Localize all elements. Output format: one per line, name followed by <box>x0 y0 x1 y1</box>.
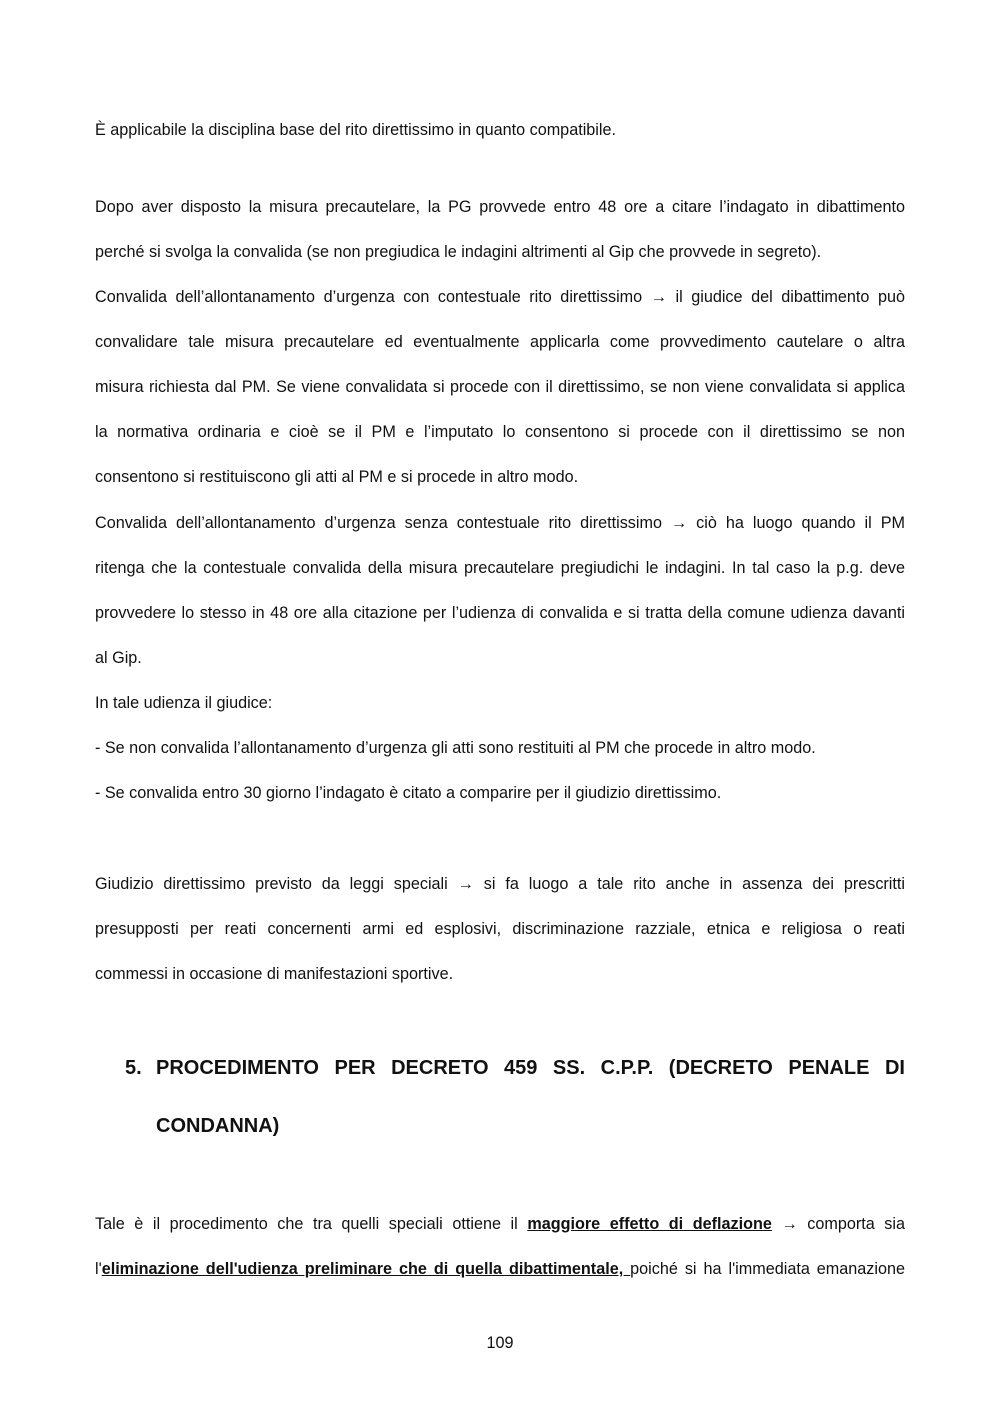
text-line: la normativa ordinaria e cioè se il PM e l’imputato lo consentono si procede con il direttissimo se non <box>95 423 905 441</box>
text-run: Tale è il procedimento che tra quelli speciali ottiene il <box>95 1215 528 1233</box>
section-number: 5. <box>125 1057 142 1079</box>
text-line: È applicabile la disciplina base del rito direttissimo in quanto compatibile. <box>95 121 616 139</box>
text-line: misura richiesta dal PM. Se viene convalidata si procede con il direttissimo, se non viene convalidata si applica <box>95 378 905 396</box>
text-line: perché si svolga la convalida (se non pregiudica le indagini altrimenti al Gip che provvede in segreto). <box>95 243 822 261</box>
text-line: ritenga che la contestuale convalida della misura precautelare pregiudichi le indagini. In tal caso la p.g. deve <box>95 559 905 577</box>
list-item: - Se convalida entro 30 giorno l’indagato è citato a comparire per il giudizio direttissimo. <box>95 784 722 802</box>
text-line <box>95 1259 905 1279</box>
text-run: → comporta sia <box>771 1215 905 1233</box>
text-line: In tale udienza il giudice: <box>95 694 273 712</box>
emphasized-text: eliminazione dell'udienza preliminare che di quella dibattimentale, <box>101 1260 631 1278</box>
text-line: consentono si restituiscono gli atti al PM e si procede in altro modo. <box>95 468 579 486</box>
text-line: Dopo aver disposto la misura precautelare, la PG provvede entro 48 ore a citare l’indagato in dibattimento <box>95 198 905 216</box>
section-title-line-2: CONDANNA) <box>156 1115 280 1137</box>
text-line: al Gip. <box>95 649 142 667</box>
text-line: Convalida dell’allontanamento d’urgenza con contestuale rito direttissimo → il giudice del dibattimento può <box>95 288 905 306</box>
text-line: Convalida dell’allontanamento d’urgenza senza contestuale rito direttissimo → ciò ha luogo quando il PM <box>95 514 905 532</box>
text-line: convalidare tale misura precautelare ed eventualmente applicarla come provvedimento cautelare o altra <box>95 333 905 351</box>
text-run: l' <box>95 1260 102 1278</box>
text-line <box>95 1214 905 1234</box>
section-heading <box>125 1055 905 1081</box>
emphasized-text: maggiore effetto di deflazione <box>527 1215 772 1233</box>
text-line: presupposti per reati concernenti armi ed esplosivi, discriminazione razziale, etnica e religiosa o reati <box>95 920 905 938</box>
text-line: commessi in occasione di manifestazioni sportive. <box>95 965 454 983</box>
text-line: provvedere lo stesso in 48 ore alla citazione per l’udienza di convalida e si tratta della comune udienza davanti <box>95 604 905 622</box>
list-item: - Se non convalida l’allontanamento d’urgenza gli atti sono restituiti al PM che procede in altro modo. <box>95 739 816 757</box>
text-run: poiché si ha l'immediata emanazione <box>630 1260 905 1278</box>
text-line: Giudizio direttissimo previsto da leggi speciali → si fa luogo a tale rito anche in assenza dei prescritti <box>95 875 905 893</box>
section-title-line-1: PROCEDIMENTO PER DECRETO 459 SS. C.P.P. (DECRETO PENALE DI <box>156 1057 905 1079</box>
page-number: 109 <box>486 1334 514 1352</box>
